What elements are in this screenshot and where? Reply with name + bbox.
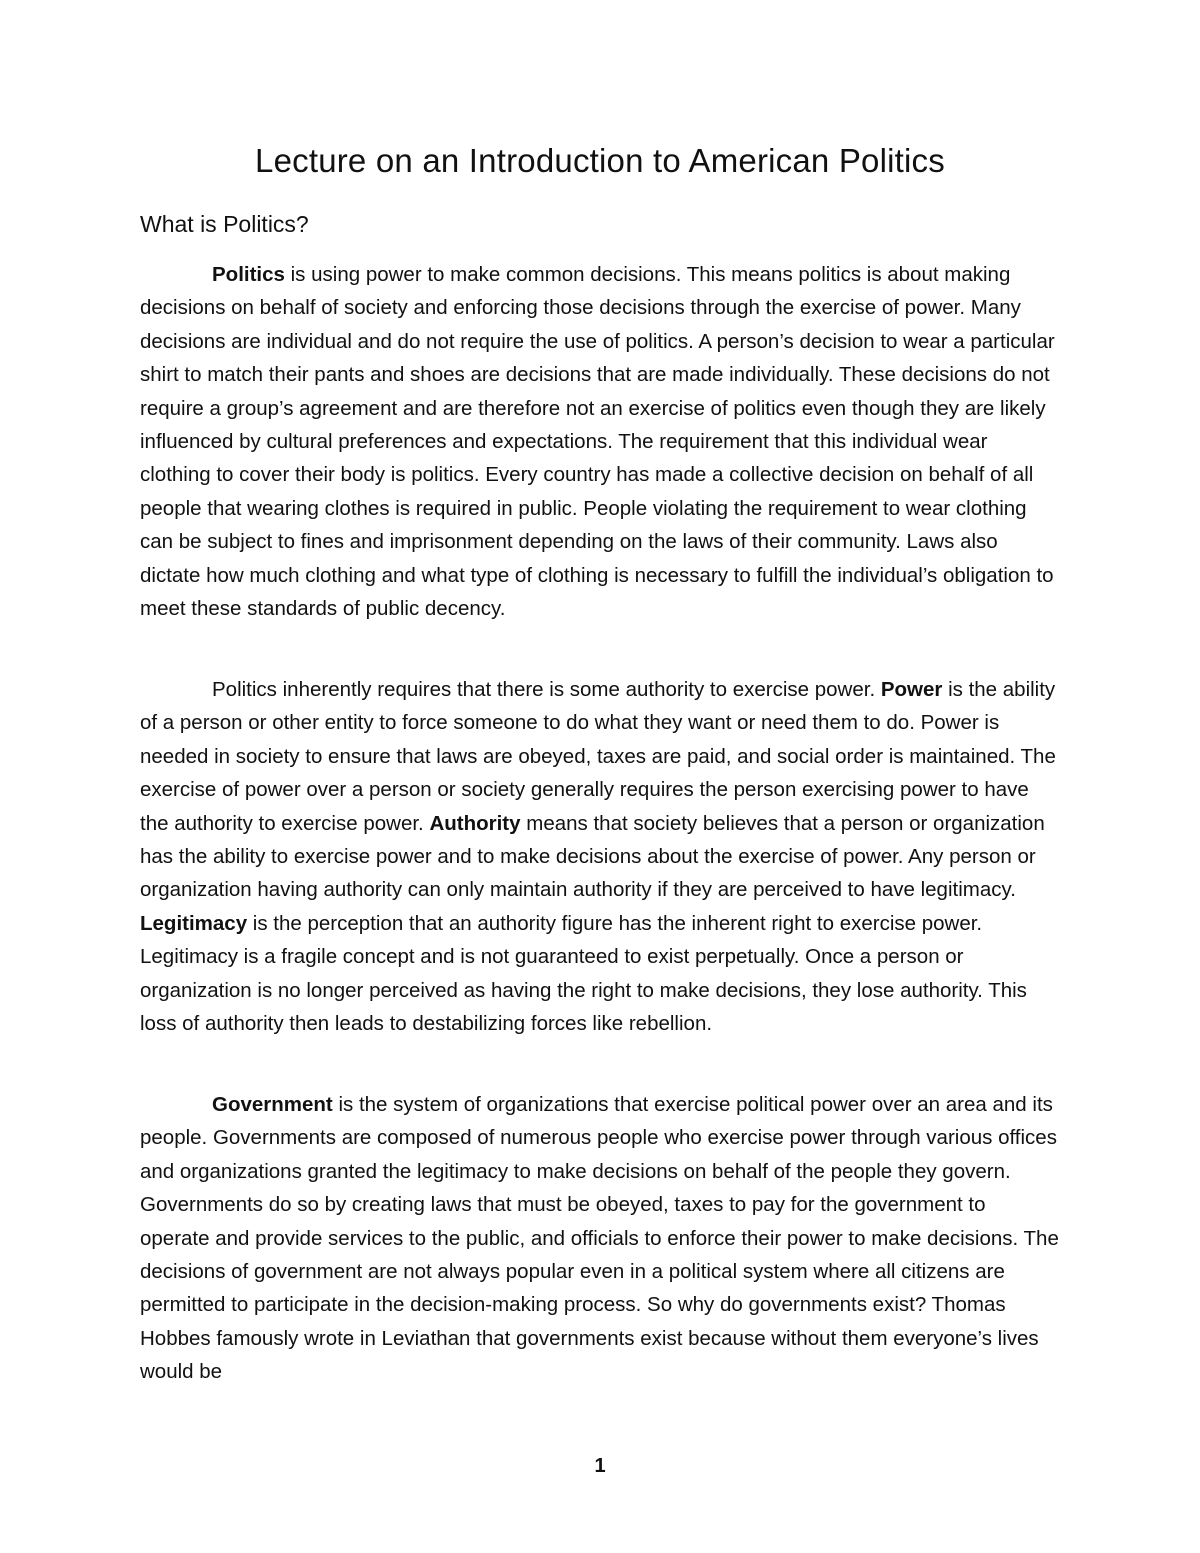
section-heading: What is Politics? (140, 211, 309, 237)
term-politics: Politics (212, 263, 285, 286)
paragraph-text: is using power to make common decisions. This means politics is about making decisions on behalf of society and enforcing those decisions through the exercise of power. Many decisions are individual and do not require the use of politics. A person’s decision to wear a particular shirt to match their pants and shoes are decisions that are made individually. These decisions do not require a group’s agreement and are therefore not an exercise of politics even though they are likely influenced by cultural preferences and expectations. The requirement that this individual wear clothing to cover their body is politics. Every country has made a collective decision on behalf of all people that wearing clothes is required in public. People violating the requirement to wear clothing can be subject to fines and imprisonment depending on the laws of their community. Laws also dictate how much clothing and what type of clothing is necessary to fulfill the individual’s obligation to meet these standards of public decency. (140, 263, 1055, 621)
paragraph-text: Politics inherently requires that there is some authority to exercise power. (212, 678, 881, 701)
paragraph-text: is the perception that an authority figure has the inherent right to exercise power. Legitimacy is a fragile concept and is not guaranteed to exist perpetually. Once a person or organization is no longer perceived as having the right to make decisions, they lose authority. This loss of authority then leads to destabilizing forces like rebellion. (140, 911, 1027, 1036)
paragraph-power-authority (140, 673, 1060, 1040)
paragraph-politics (140, 258, 1060, 625)
term-government: Government (212, 1093, 333, 1116)
paragraph-government (140, 1088, 1060, 1389)
term-power: Power (880, 678, 943, 701)
paragraph-text: means that society believes that a person or organization has the ability to exercise power and to make decisions about the exercise of power. Any person or organization having authority can only maintain authority if they are perceived to have legitimacy. (140, 811, 1045, 902)
term-authority: Authority (429, 811, 521, 835)
term-legitimacy: Legitimacy (140, 911, 248, 935)
paragraph-text: is the ability of a person or other entity to force someone to do what they want or need them to do. Power is needed in society to ensure that laws are obeyed, taxes are paid, and social order is maintained. The exercise of power over a person or society generally requires the person exercising power to have the authority to exercise power. (140, 678, 1056, 835)
document-title: Lecture on an Introduction to American Politics (255, 142, 945, 179)
paragraph-text: is the system of organizations that exercise political power over an area and its people. Governments are composed of numerous people who exercise power through various offices and organizations granted the legitimacy to make decisions on behalf of the people they govern. Governments do so by creating laws that must be obeyed, taxes to pay for the government to operate and provide services to the public, and officials to enforce their power to make decisions. The decisions of government are not always popular even in a political system where all citizens are permitted to participate in the decision-making process. So why do governments exist? Thomas Hobbes famously wrote in Leviathan that governments exist because without them everyone’s lives would be (140, 1093, 1059, 1384)
page-number: 1 (594, 1455, 606, 1477)
